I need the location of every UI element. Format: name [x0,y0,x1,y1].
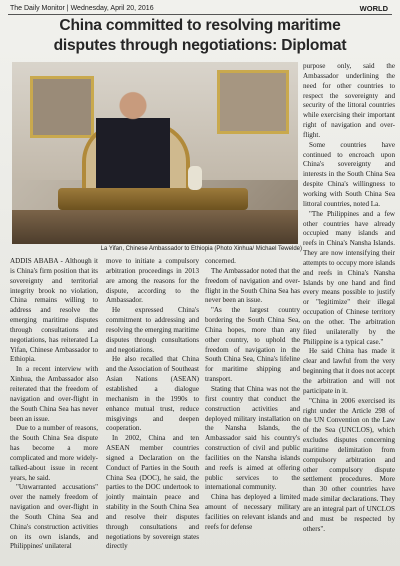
vase [188,166,202,190]
ambassador-photo [12,62,298,244]
photo-caption: La Yifan, Chinese Ambassador to Ethiopia (Photo Xinhua/ Michael Tewelde) [100,246,302,252]
paragraph: He said China has made it clear and lawful from the very beginning that it does not accept the arbitration and will not participate in it. [303,347,395,395]
paragraph: "China in 2006 exercised its right under the Article 298 of the UN Convention on the Law of the Sea (UNCLOS), which excludes disputes concerning maritime delimitation from compulsory arbitration and other compulsory dispute settlement procedures. More than 30 other countries have made similar declarations. They are an integral part of UNCLOS and must be respected by others". [303,396,395,533]
article-column-2 [106,257,199,552]
headline [6,16,394,56]
paragraph: In a recent interview with Xinhua, the Ambassador also reiterated that the freedom of navigation and over-flight in the South China Sea has never been an issue. [10,365,98,423]
paragraph: Due to a number of reasons, the South China Sea dispute has become a more complicated and more widely-talked-about issue in recent years, he said. [10,424,98,482]
paragraph: "The Philippines and a few other countries have already occupied many islands and reefs in China's Nansha Islands. They are now intensifying their attempts to occupy more islands and reefs in China's Nansha Islands by one hand and find every means possible to justify or "legitimize" their illegal occupation of Chinese territory on the other. The arbitration filed unilaterally by the Philippine is a typical case." [303,209,395,346]
paragraph: China has deployed a limited amount of necessary military facilities on relevant islands and reefs for defense [205,493,300,531]
paragraph: "Unwarranted accusations" over the namely freedom of navigation and over-flight in the South China Sea and China's construction activities on its own islands, and Philippines' unilateral [10,483,98,551]
paragraph: He also recalled that China and the Association of Southeast Asian Nations (ASEAN) established a dialogue mechanism in the 1990s to enhance mutual trust, reduce misgivings and deepen cooperation. [106,355,199,433]
paragraph: concerned. [205,257,236,265]
wall-painting [30,76,94,138]
section-label: WORLD [359,4,388,13]
paragraph: The Ambassador noted that the freedom of navigation and over-flight in the South China Sea has never been an issue. [205,266,300,305]
carved-table [58,188,248,210]
paragraph: Some countries have continued to encroach upon China's sovereignty and interests in the South China Sea despite China's willingness to working with South China Sea littoral countries, noted La. [303,140,395,208]
headline-line-1: China committed to resolving maritime [59,17,341,34]
paragraph: move to initiate a compulsory arbitration proceedings in 2013 are among the reasons for the dispute, according to the Ambassador. [106,257,199,305]
headline-line-2: disputes through negotiations: Diplomat [53,37,347,54]
paragraph: "As the largest country bordering the South China Sea, China hopes, more than any other country, to uphold the freedom of navigation in the South China Sea, China's lifeline for maritime shipping and transport. [205,306,300,384]
paragraph: purpose only, said the Ambassador underlining the need for other countries to respect the sovereignty and security of the littoral countries while exercising their important right of navigation and over-flight. [303,62,395,139]
issue-date: Wednesday, April 20, 2016 [70,5,154,12]
paragraph: He expressed China's commitment to addressing and resolving the emerging maritime disputes through consultations and negotiations. [106,306,199,354]
article-column-3 [205,257,300,533]
article-column-1 [10,257,98,552]
paragraph: Stating that China was not the first country that conduct the construction activities and deployed military installation on the Nansha Islands, the Ambassador said his country's construction of civil and public facilities on the Nansha islands and reefs is aimed at offering public services to the international community. [205,384,300,492]
ambassador-figure [96,88,170,198]
masthead: The Daily Monitor | Wednesday, April 20, 2016 WORLD [8,3,392,15]
wall-painting [217,70,289,134]
paragraph: ADDIS ABABA - Although it is China's firm position that its sovereignty and territorial integrity brook no violation, China remains willing to address and resolve the emerging maritime disputes through consultations and negotiations, has reiterated La Yifan, Chinese Ambassador to Ethiopia. [10,257,98,364]
paragraph: In 2002, China and ten ASEAN member countries signed a Declaration on the Conduct of Parties in the South China Sea (DOC), he said, the parties to the DOC undertook to jointly maintain peace and stability in the South China Sea and resolve their disputes through consultations and negotiations by sovereign states directly [106,434,199,551]
paper-name: The Daily Monitor [10,5,65,12]
article-column-4 [303,62,395,535]
